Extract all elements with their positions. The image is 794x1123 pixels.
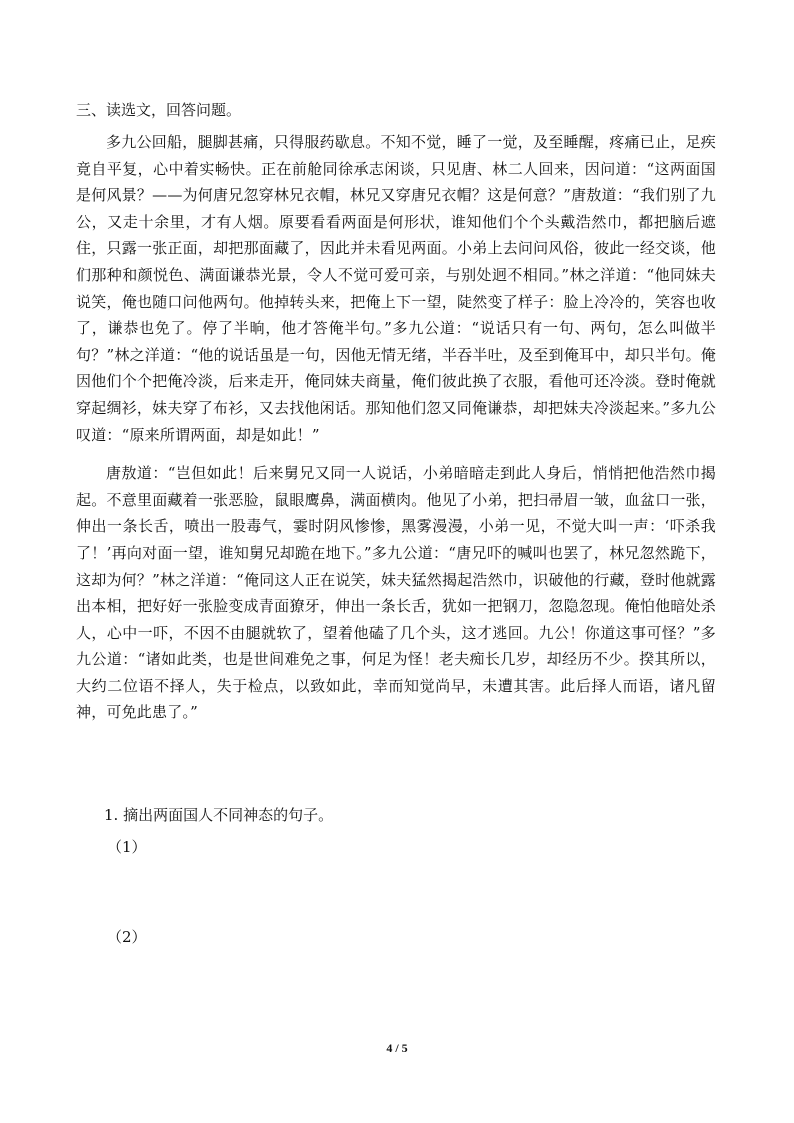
passage <box>76 97 716 726</box>
answer-label-1: （1） <box>107 838 147 856</box>
question-1: 1. 摘出两面国人不同神态的句子。 <box>104 806 334 824</box>
section-heading: 三、读选文，回答问题。 <box>76 101 242 119</box>
page-number: 4 / 5 <box>386 1041 408 1055</box>
paragraph-2: 唐敖道：“岂但如此！后来舅兄又同一人说话，小弟暗暗走到此人身后，悄悄把他浩然巾揭起。不意里面藏着一张恶脸，鼠眼鹰鼻，满面横肉。他见了小弟，把扫帚眉一皱，血盆口一张，伸出一条长舌，喷出一股毒气，霎时阴风惨惨，黑雾漫漫，小弟一见，不觉大叫一声：‘吓杀我了！’再向对面一望，谁知舅兄却跪在地下。”多九公道：“唐兄吓的喊叫也罢了，林兄忽然跪下，这却为何？”林之洋道：“俺同这人正在说笑，妹夫猛然揭起浩然巾，识破他的行藏，登时他就露出本相，把好好一张脸变成青面獠牙，伸出一条长舌，犹如一把钢刀，忽隐忽现。俺怕他暗处杀人，心中一吓，不因不由腿就软了，望着他磕了几个头，这才逃回。九公！你道这事可怪？”多九公道：“诸如此类，也是世间难免之事，何足为怪！老夫痴长几岁，却经历不少。揆其所以，大约二位语不择人，失于检点，以致如此，幸而知觉尚早，未遭其害。此后择人而语，诸凡留神，可免此患了。” <box>76 464 716 722</box>
answer-label-2: （2） <box>107 928 147 946</box>
paragraph-1: 多九公回船，腿脚甚痛，只得服药歇息。不知不觉，睡了一觉，及至睡醒，疼痛已止，足疾竟自平复，心中着实畅快。正在前舱同徐承志闲谈，只见唐、林二人回来，因问道：“这两面国是何风景？——为何唐兄忽穿林兄衣帽，林兄又穿唐兄衣帽？这是何意？”唐敖道：“我们别了九公，又走十余里，才有人烟。原要看看两面是何形状，谁知他们个个头戴浩然巾，都把脑后遮住，只露一张正面，却把那面藏了，因此并未看见两面。小弟上去问问风俗，彼此一经交谈，他们那种和颜悦色、满面谦恭光景，令人不觉可爱可亲，与别处迥不相同。”林之洋道：“他同妹夫说笑，俺也随口问他两句。他掉转头来，把俺上下一望，陡然变了样子：脸上冷冷的，笑容也收了，谦恭也免了。停了半晌，他才答俺半句。”多九公道：“说话只有一句、两句，怎么叫做半句？”林之洋道：“他的说话虽是一句，因他无情无绪，半吞半吐，及至到俺耳中，却只半句。俺因他们个个把俺冷淡，后来走开，俺同妹夫商量，俺们彼此换了衣服，看他可还冷淡。登时俺就穿起绸衫，妹夫穿了布衫，又去找他闲话。那知他们忽又同俺谦恭，却把妹夫冷淡起来。”多九公叹道：“原来所谓两面，却是如此！” <box>76 133 716 444</box>
